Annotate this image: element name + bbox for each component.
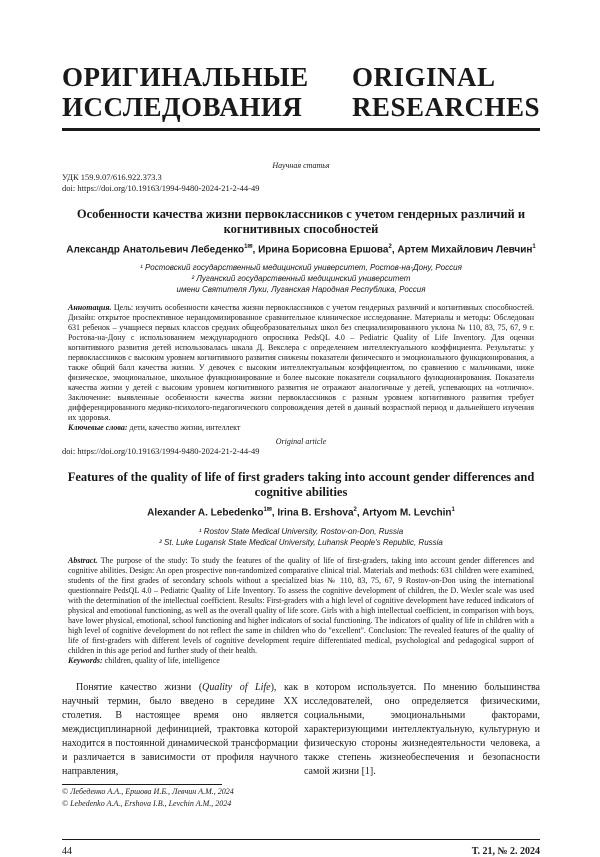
copyright-ru: © Лебеденко А.А., Ершова И.Б., Левчин А.М., 2024 [62,786,234,796]
authors-ru: Александр Анатольевич Лебеденко$^{1✉}$, Ирина Борисовна Ершова$^2$, Артем Михайлович Левчин$^1$ [66,244,536,256]
affiliation-en-1: ¹ Rostov State Medical University, Rostov-on-Don, Russia [198,526,404,536]
abstract-ru-text: Цель: изучить особенности качества жизни первоклассников с учетом гендерных различий и когнитивных способностей. Дизайн: открытое проспективное нерандомизированное сравнительное клиническое исследование. Материалы и методы: Обследован 631 ребенок – учащиеся первых классов средних общеобразовательных школ без специализированного уклона № 110, 83, 75, 67, 9 г. Ростова-на-Дону с использованием международного опросника PedsQL 4.0 – Pediatric Quality of Life Inventory. Для оценки когнитивного развития детей использовалась шкала Д. Векслера с определением интеллектуального коэффициента. Результаты: у первоклассников с высоким уровнем когнитивного развития снижены показатели физического и эмоционального функционирования, а также общий балл качества жизни. У девочек с высоким интеллектуальным коэффициентом, по сравнению с мальчиками, ниже физическое, эмоциональное, школьное функционирование и более высокие показатели социального функционирования. Показатели качества жизни у детей с высоким уровнем когнитивного развития не отражают аналогичные у детей, успевающих на «отлично». Заключение: выявленные особенности качества жизни первоклассников с разным уровнем когнитивного развития требует дифференцированного медико-психолого-педагогического сопровождения детей в данный возрастной период и дальнейшего изучения их здоровья. [68,303,534,423]
keywords-ru: дети, качество жизни, интеллект [129,423,241,433]
author-ru-1: Александр Анатольевич Лебеденко [66,244,245,256]
keywords-en: children, quality of life, intelligence [104,655,220,665]
abstract-en-label: Abstract. [68,555,98,565]
section-header-en [352,62,540,122]
header-ru-line1: ОРИГИНАЛЬНЫЕ [62,62,309,92]
keywords-en-label: Keywords: [68,655,103,665]
issue-info: Т. 21, № 2. 2024 [471,846,540,857]
copyright-en: © Lebedenko A.A., Ershova I.B., Levchin A.M., 2024 [62,798,232,808]
author-en-2: Irina B. Ershova [277,507,354,519]
body-column-left [62,681,298,809]
author-ru-3: Артем Михайлович Левчин [397,244,533,256]
abstract-ru [68,303,534,433]
author-en-3: Artyom M. Levchin [362,507,452,519]
body-text [62,681,540,809]
header-ru-line2: ИССЛЕДОВАНИЯ [62,92,303,122]
header-en-line1: ORIGINAL [351,62,496,92]
doi-en[interactable]: doi: https://doi.org/10.19163/1994-9480-2024-21-2-44-49 [62,446,260,457]
article-type-ru: Научная статья [272,161,330,170]
journal-page [62,62,540,857]
abstract-en [68,556,534,666]
title-ru: Особенности качества жизни первоклассников с учетом гендерных различий и когнитивных способностей [76,207,526,236]
body-paragraph-2: в котором используется. По мнению большинства исследователей, оно определяется физическими, социальными, эмоциональными факторами, характеризующими интеллектуальную, культурную и физическую стороны жизнедеятельности человека, а также степень жизнеобеспечения и безопасности самой жизни [1]. [304,681,540,777]
abstract-ru-label: Аннотация. [68,303,112,313]
article-type-en: Original article [275,437,327,447]
copyright-rule [62,784,222,785]
abstract-en-text: The purpose of the study: To study the features of the quality of life of first-graders, taking into account gender differences and cognitive abilities. Design: An open prospective non-randomized comparative clinical trial. Materials and methods: 631 children were examined, students of the first grades of secondary schools without a specialized bias № 110, 83, 75, 67, 9 Rostov-on-Don using the international questionnaire PedsQL 4.0 – Pediatric Quality of Life Inventory. To assess the cognitive development of children, the D. Wexler scale was used with the determination of the intellectual coefficient. Results: First-graders with a high level of cognitive development have reduced indicators of physical and emotional functioning, as well as the overall quality of life score. Girls with a high intellectual coefficient, in comparison with boys, have lower physical, emotional, school functioning and higher indicators of social functioning. The indicators of quality of life in children with a high level of cognitive development do not reflect the same in children who do "excellent". Conclusion: The revealed features of the quality of life of first-graders with different levels of cognitive development require differentiated medical, psychological and pedagogical support of children in this age period and further study of their health. [68,555,534,655]
body-column-right [304,681,540,809]
section-header-ru [62,62,309,122]
keywords-ru-label: Ключевые слова: [68,423,128,433]
affiliation-ru-2: ² Луганский государственный медицинский университет [191,274,411,284]
header-rule [62,128,540,131]
header-en-line2: RESEARCHES [351,92,540,122]
affiliation-ru-3: имени Святителя Луки, Луганская Народная Республика, Россия [176,285,426,295]
doi-ru[interactable]: doi: https://doi.org/10.19163/1994-9480-2024-21-2-44-49 [62,183,260,193]
section-header [62,62,540,122]
udc-code: УДК 159.9.07/616.922.373.3 [62,172,162,182]
author-en-1: Alexander A. Lebedenko [147,507,264,519]
footer-rule [62,839,540,841]
title-en: Features of the quality of life of first graders taking into account gender differences and cognitive abilities [67,470,535,500]
affiliation-ru-1: ¹ Ростовский государственный медицинский университет, Ростов-на-Дону, Россия [140,263,462,273]
affiliation-en-2: ² St. Luke Lugansk State Medical University, Luhansk People's Republic, Russia [159,537,443,547]
body-paragraph-1: Понятие качество жизни (Quality of Life), как научный термин, было введено в середине ХХ столетия. В настоящее время оно является междисциплинарной дефиницией, трактовка которой находится в постоянной динамической трансформации и различается в зависимости от профиля научного направления, [62,681,298,777]
mail-icon[interactable]: ✉ [266,507,272,514]
page-number: 44 [62,846,72,857]
mail-icon[interactable]: ✉ [247,244,253,250]
authors-en: Alexander A. Lebedenko$^{1✉}$, Irina B. Ershova$^2$, Artyom M. Levchin$^1$ [147,507,455,519]
author-ru-2: Ирина Борисовна Ершова [258,244,389,256]
